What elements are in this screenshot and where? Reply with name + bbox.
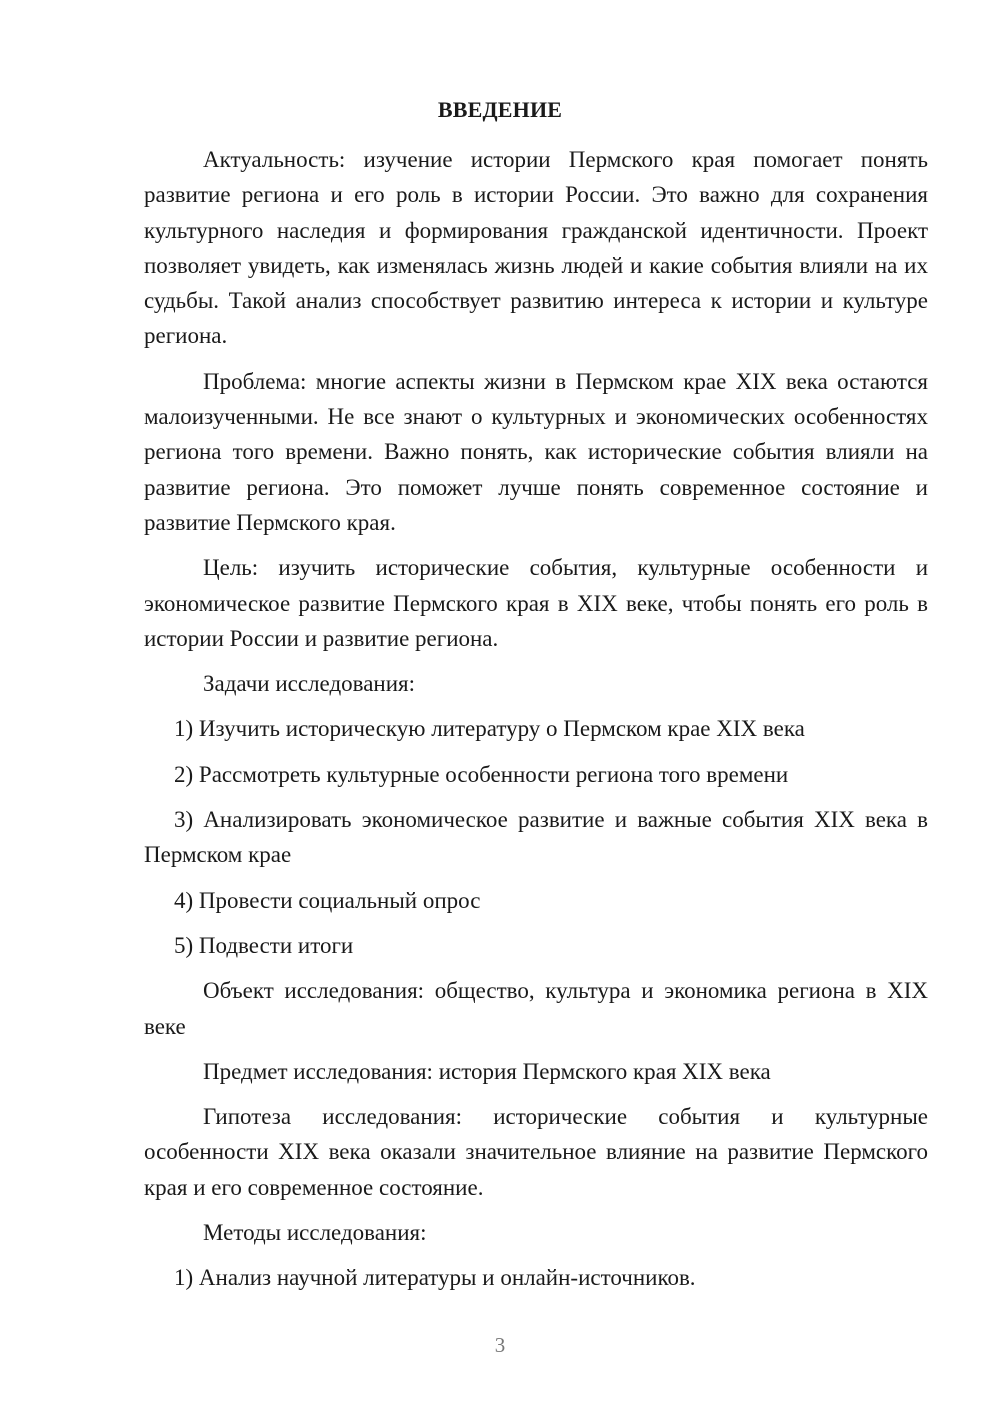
task-item: 1) Изучить историческую литературу о Пермском крае XIX века: [174, 716, 805, 742]
methods-title: Методы исследования:: [203, 1220, 427, 1246]
task-item: 4) Провести социальный опрос: [174, 887, 481, 913]
hypothesis-paragraph: Гипотеза исследования: исторические события и культурные особенности XIX века оказали значительное влияние на развитие Пермского края и его современное состояние.: [144, 1104, 928, 1200]
relevance-paragraph: Актуальность: изучение истории Пермского края помогает понять развитие региона и его роль в истории России. Это важно для сохранения культурного наследия и формирования гражданской идентичности. Проект позволяет увидеть, как изменялась жизнь людей и какие события влияли на их судьбы. Такой анализ способствует развитию интереса к истории и культуре региона.: [144, 147, 928, 349]
document-body: [144, 142, 928, 1296]
goal-paragraph: Цель: изучить исторические события, культурные особенности и экономическое развитие Пермского края в XIX веке, чтобы понять его роль в истории России и развитие региона.: [144, 555, 928, 651]
task-item: 3) Анализировать экономическое развитие и важные события XIX века в Пермском крае: [144, 807, 928, 868]
object-paragraph: Объект исследования: общество, культура и экономика региона в XIX веке: [144, 978, 928, 1039]
subject-paragraph: Предмет исследования: история Пермского края XIX века: [203, 1058, 771, 1084]
task-item: 2) Рассмотреть культурные особенности региона того времени: [174, 761, 789, 787]
page-number: 3: [494, 1333, 506, 1357]
problem-paragraph: Проблема: многие аспекты жизни в Пермском крае XIX века остаются малоизученными. Не все знают о культурных и экономических особенностях региона того времени. Важно понять, как исторические события влияли на развитие региона. Это поможет лучше понять современное состояние и развитие Пермского края.: [144, 368, 928, 535]
method-item: 1) Анализ научной литературы и онлайн-источников.: [174, 1265, 696, 1291]
section-heading: ВВЕДЕНИЕ: [437, 97, 563, 122]
tasks-title: Задачи исследования:: [203, 671, 416, 697]
task-item: 5) Подвести итоги: [174, 932, 354, 958]
